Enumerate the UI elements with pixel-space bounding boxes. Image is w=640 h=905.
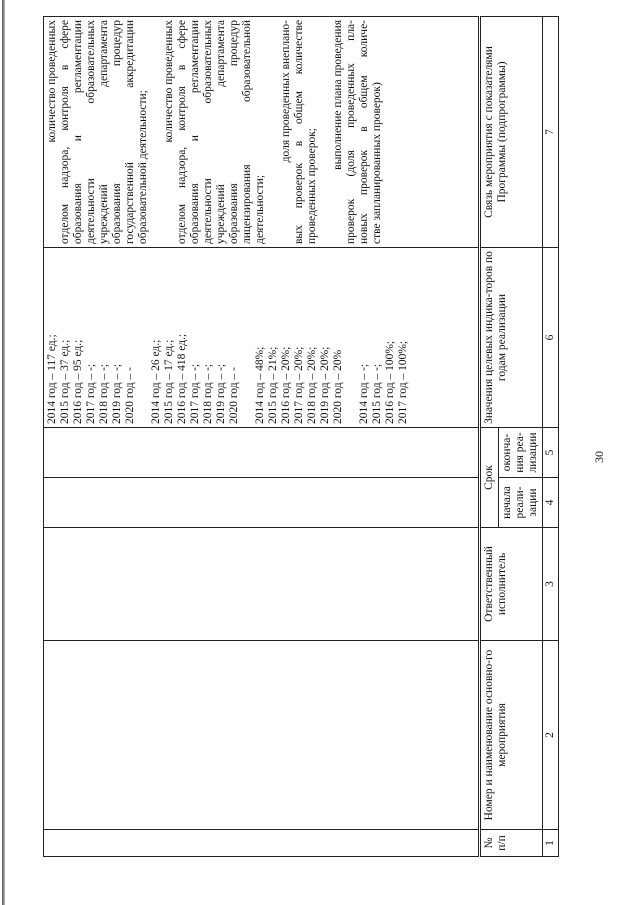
link-line: вых проверок в общем количестве <box>293 20 305 244</box>
target-line: 2018 год – 20%; <box>306 346 318 424</box>
column-number: 1 <box>543 830 559 857</box>
column-number: 3 <box>543 528 559 641</box>
link-line: лицензирования образовательной <box>241 20 253 244</box>
target-line: 2015 год – -; <box>371 363 383 424</box>
header-col-executor: Ответственный исполнитель <box>481 528 543 641</box>
target-line: 2017 год – -; <box>85 363 97 424</box>
target-line: 2017 год – -; <box>189 363 201 424</box>
target-line: 2014 год – -; <box>358 363 370 424</box>
target-line: 2020 год – - <box>124 367 136 424</box>
link-line: деятельности образовательных <box>85 20 97 244</box>
link-line: отделом надзора, контроля в сфере <box>59 20 71 244</box>
link-line: выполнение плана проведения <box>332 20 344 170</box>
target-line: 2015 год – 17 ед.; <box>163 339 175 424</box>
target-line: 2017 год – 100%; <box>397 340 409 424</box>
target-line: 2014 год – 117 ед.; <box>46 334 58 424</box>
link-line: учреждений департамента <box>98 20 110 244</box>
target-line: 2019 год – -; <box>215 363 227 424</box>
target-line: 2015 год – 21%; <box>267 346 279 424</box>
header-col-number: № п/п <box>481 830 543 857</box>
targets-block-plan <box>358 251 410 424</box>
target-line: 2016 год – 95 ед.; <box>72 339 84 424</box>
link-line: новых проверок в общем количе- <box>358 20 370 244</box>
cell-link <box>44 17 479 248</box>
link-line: проведенных проверок; <box>306 128 318 244</box>
header-col-start: начала реали-зации <box>499 478 543 528</box>
table-row <box>44 17 479 857</box>
target-line: 2018 год – -; <box>98 363 110 424</box>
link-line: образования процедур <box>228 20 240 244</box>
link-line: деятельности образовательных <box>202 20 214 244</box>
target-line: 2017 год – 20%; <box>293 346 305 424</box>
column-number: 5 <box>543 427 559 477</box>
link-block-plan <box>332 20 384 244</box>
target-line: 2019 год – 20%; <box>319 346 331 424</box>
header-col-term: Срок <box>481 427 499 527</box>
targets-block-unscheduled <box>254 251 345 424</box>
header-row <box>481 16 499 856</box>
link-line: государственной аккредитации <box>124 20 136 244</box>
column-number: 4 <box>543 478 559 528</box>
cell-number <box>44 830 479 857</box>
link-line: образования и регламентации <box>189 20 201 244</box>
table-header <box>480 16 559 857</box>
target-line: 2016 год – 100%; <box>384 340 396 424</box>
cell-start <box>44 478 479 528</box>
link-line: образования и регламентации <box>72 20 84 244</box>
target-line: 2016 год – 418 ед.; <box>176 333 188 424</box>
column-number: 6 <box>543 247 559 427</box>
link-line: количество проведенных <box>163 20 175 143</box>
column-number: 7 <box>543 16 559 247</box>
cell-activity <box>44 641 479 830</box>
target-line: 2018 год – -; <box>202 363 214 424</box>
target-line: 2014 год – 26 ед.; <box>150 339 162 424</box>
link-line: учреждений департамента <box>215 20 227 244</box>
cell-executor <box>44 528 479 641</box>
link-line: доля проведенных внеплано- <box>280 20 292 163</box>
link-block-accreditation <box>46 20 150 244</box>
link-line: стве запланированных проверок) <box>371 82 383 244</box>
target-line: 2020 год – - <box>228 367 240 424</box>
target-line: 2019 год – -; <box>111 363 123 424</box>
column-numbers-row <box>543 16 559 856</box>
link-line: образовательной деятельности; <box>137 90 149 244</box>
link-line: образования процедур <box>111 20 123 244</box>
header-col-activity: Номер и наименование основно-го мероприятия <box>481 641 543 830</box>
link-block-unscheduled <box>280 20 319 244</box>
target-line: 2015 год – 37 ед.; <box>59 339 71 424</box>
link-line: деятельности; <box>254 174 266 244</box>
link-line: отделом надзора, контроля в сфере <box>176 20 188 244</box>
target-line: 2020 год – 20% <box>332 349 344 424</box>
column-number: 2 <box>543 641 559 830</box>
cell-end <box>44 428 479 478</box>
header-col-targets: Значения целевых индика-торов по годам реализации <box>481 247 543 427</box>
link-line: количество проведенных <box>46 20 58 143</box>
header-col-end: оконча-ния реа-лизации <box>499 427 543 477</box>
target-line: 2014 год – 48%; <box>254 346 266 424</box>
table-body <box>43 16 479 857</box>
page-number: 30 <box>592 451 606 463</box>
targets-block-licensing <box>150 251 241 424</box>
targets-block-accreditation <box>46 251 137 424</box>
target-line: 2016 год – 20%; <box>280 346 292 424</box>
cell-targets <box>44 248 479 428</box>
link-line: проверок (доля проведенных пла- <box>345 20 357 244</box>
header-col-link: Связь мероприятия с показателями Программы (подпрограммы) <box>481 16 543 247</box>
link-block-licensing <box>163 20 267 244</box>
